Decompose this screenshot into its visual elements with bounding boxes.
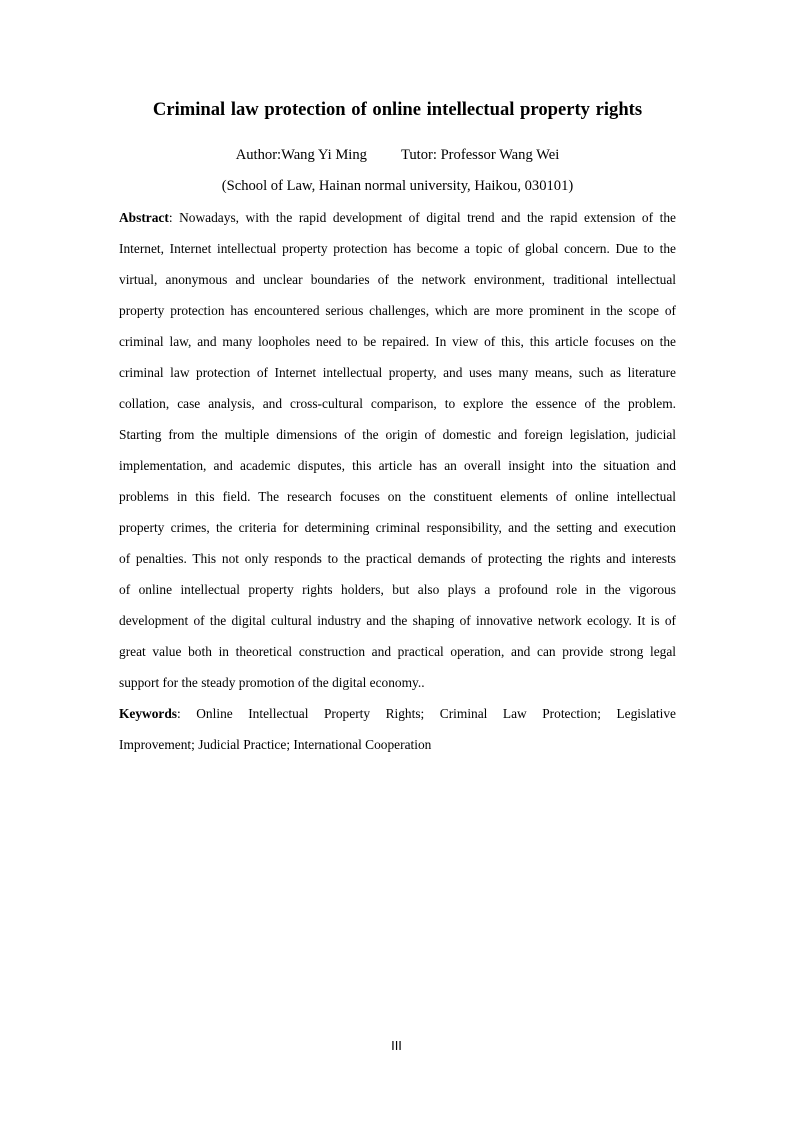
abstract-first-line (119, 202, 676, 233)
abstract-line: Internet, Internet intellectual property protection has become a topic of global concern. Due to the (119, 241, 676, 256)
page-content (119, 0, 676, 760)
abstract-separator: : (168, 210, 180, 225)
abstract-line: virtual, anonymous and unclear boundaries of the network environment, traditional intellectual (119, 272, 676, 287)
abstract-line: Starting from the multiple dimensions of the origin of domestic and foreign legislation, judicial (119, 427, 676, 442)
abstract-line: property crimes, the criteria for determining criminal responsibility, and the setting and execution (119, 520, 676, 535)
byline (119, 140, 676, 171)
affiliation-line: (School of Law, Hainan normal university, Haikou, 030101) (221, 178, 574, 194)
abstract-line: collation, case analysis, and cross-cultural comparison, to explore the essence of the problem. (119, 396, 676, 411)
paper-title: Criminal law protection of online intellectual property rights (152, 99, 643, 120)
abstract-line: development of the digital cultural industry and the shaping of innovative network ecology. It is of (119, 613, 676, 628)
keywords-last-line: Improvement; Judicial Practice; International Cooperation (119, 737, 432, 752)
keywords-paragraph (119, 698, 676, 760)
keywords-first-line-text: Online Intellectual Property Rights; Criminal Law Protection; Legislative (196, 706, 676, 721)
abstract-paragraph (119, 202, 676, 698)
abstract-label: Abstract (119, 210, 169, 225)
keywords-separator: : (177, 706, 197, 721)
keywords-label: Keywords (119, 706, 178, 721)
abstract-line: of penalties. This not only responds to the practical demands of protecting the rights and interests (119, 551, 676, 566)
page-number: III (391, 1038, 402, 1053)
abstract-line: property protection has encountered serious challenges, which are more prominent in the scope of (119, 303, 676, 318)
abstract-first-line-text: Nowadays, with the rapid development of digital trend and the rapid extension of the (179, 210, 676, 225)
abstract-line: implementation, and academic disputes, this article has an overall insight into the situation and (119, 458, 676, 473)
keywords-first-line (119, 698, 676, 729)
abstract-line: of online intellectual property rights holders, but also plays a profound role in the vigorous (119, 582, 676, 597)
abstract-last-line: support for the steady promotion of the digital economy.. (119, 675, 425, 690)
abstract-line: criminal law, and many loopholes need to be repaired. In view of this, this article focuses on the (119, 334, 676, 349)
abstract-line: problems in this field. The research focuses on the constituent elements of online intellectual (119, 489, 676, 504)
abstract-line: great value both in theoretical construction and practical operation, and can provide strong legal (119, 644, 676, 659)
abstract-body-lines (119, 233, 676, 667)
tutor-name: Tutor: Professor Wang Wei (400, 147, 560, 163)
abstract-line: criminal law protection of Internet intellectual property, and uses many means, such as literature (119, 365, 676, 380)
author-name: Author:Wang Yi Ming (235, 147, 367, 163)
